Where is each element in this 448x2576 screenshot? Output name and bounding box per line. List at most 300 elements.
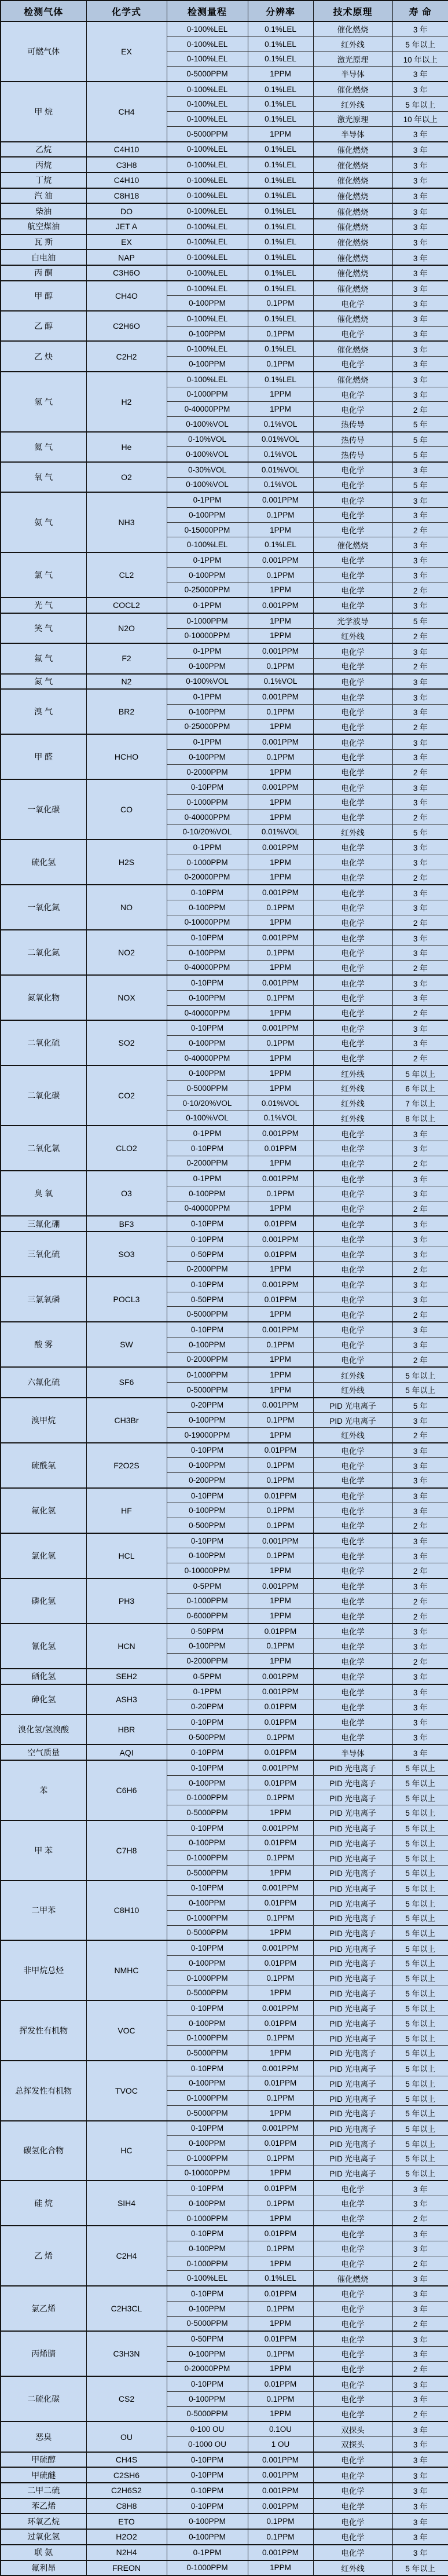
range-cell: 0-100%LEL xyxy=(167,157,248,173)
principle-cell: PID 光电离子 xyxy=(313,1851,392,1866)
lifespan-cell: 5 年 xyxy=(392,432,448,447)
table-row xyxy=(1,2000,448,2016)
range-cell: 0-5000PPM xyxy=(167,2406,248,2421)
range-cell: 0-1PPM xyxy=(167,598,248,613)
table-row xyxy=(1,1277,448,1292)
lifespan-cell: 5 年以上 xyxy=(392,2121,448,2136)
principle-cell: 电化学 xyxy=(313,1608,392,1624)
formula-cell: O2 xyxy=(86,462,167,492)
gas-name-cell: 氮氧化物 xyxy=(1,975,86,1020)
resolution-cell: 1PPM xyxy=(248,1805,313,1820)
table-row xyxy=(1,1624,448,1639)
range-cell: 0-10PPM xyxy=(167,2121,248,2136)
lifespan-cell: 10 年以上 xyxy=(392,112,448,127)
lifespan-cell: 2 年 xyxy=(392,582,448,598)
lifespan-cell: 3 年 xyxy=(392,296,448,311)
header-principle: 技术原理 xyxy=(313,1,392,21)
range-cell: 0-2000PPM xyxy=(167,1262,248,1277)
gas-name-cell: 硒化氢 xyxy=(1,1669,86,1684)
range-cell: 0-2000PPM xyxy=(167,1156,248,1171)
principle-cell: 红外线 xyxy=(313,36,392,52)
lifespan-cell: 5 年以上 xyxy=(392,1910,448,1925)
table-row xyxy=(1,2513,448,2529)
principle-cell: 催化燃烧 xyxy=(313,311,392,326)
lifespan-cell: 3 年 xyxy=(392,508,448,523)
resolution-cell: 0.1%LEL xyxy=(248,21,313,36)
lifespan-cell: 2 年 xyxy=(392,1352,448,1367)
principle-cell: 电化学 xyxy=(313,991,392,1006)
formula-cell: CL2 xyxy=(86,552,167,598)
range-cell: 0-5000PPM xyxy=(167,2105,248,2120)
formula-cell: C7H8 xyxy=(86,1820,167,1881)
resolution-cell: 0.1%VOL xyxy=(248,1111,313,1126)
range-cell: 0-2000PPM xyxy=(167,1352,248,1367)
lifespan-cell: 2 年 xyxy=(392,1654,448,1669)
principle-cell: 电化学 xyxy=(313,945,392,960)
principle-cell: PID 光电离子 xyxy=(313,1805,392,1820)
range-cell: 0-1000PPM xyxy=(167,1790,248,1805)
principle-cell: 电化学 xyxy=(313,522,392,537)
principle-cell: 催化燃烧 xyxy=(313,2271,392,2286)
table-row xyxy=(1,203,448,219)
lifespan-cell: 3 年 xyxy=(392,1171,448,1186)
resolution-cell: 1PPM xyxy=(248,719,313,734)
table-row xyxy=(1,613,448,628)
principle-cell: 电化学 xyxy=(313,2211,392,2226)
lifespan-cell: 3 年 xyxy=(392,975,448,990)
range-cell: 0-1000PPM xyxy=(167,1970,248,1985)
lifespan-cell: 5 年以上 xyxy=(392,1881,448,1896)
range-cell: 0-5000PPM xyxy=(167,2046,248,2061)
range-cell: 0-500PPM xyxy=(167,1729,248,1745)
lifespan-cell: 2 年 xyxy=(392,1593,448,1608)
range-cell: 0-100%LEL xyxy=(167,188,248,204)
table-row xyxy=(1,2452,448,2468)
resolution-cell: 1PPM xyxy=(248,1654,313,1669)
gas-name-cell: 白电油 xyxy=(1,250,86,265)
principle-cell: 电化学 xyxy=(313,975,392,990)
gas-name-cell: 汽 油 xyxy=(1,188,86,204)
lifespan-cell: 2 年 xyxy=(392,522,448,537)
gas-name-cell: 硫酰氟 xyxy=(1,1443,86,1488)
range-cell: 0-40000PPM xyxy=(167,809,248,825)
lifespan-cell: 3 年 xyxy=(392,234,448,250)
lifespan-cell: 3 年 xyxy=(392,1020,448,1035)
table-row xyxy=(1,1216,448,1232)
range-cell: 0-100PPM xyxy=(167,1835,248,1851)
lifespan-cell: 3 年 xyxy=(392,1699,448,1714)
range-cell: 0-100PPM xyxy=(167,1639,248,1654)
table-row xyxy=(1,643,448,658)
formula-cell: C4H10 xyxy=(86,142,167,157)
lifespan-cell: 3 年 xyxy=(392,674,448,690)
principle-cell: 电化学 xyxy=(313,1654,392,1669)
principle-cell: 催化燃烧 xyxy=(313,537,392,552)
header-range: 检测量程 xyxy=(167,1,248,21)
lifespan-cell: 5 年以上 xyxy=(392,1065,448,1080)
principle-cell: 电化学 xyxy=(313,1352,392,1367)
resolution-cell: 0.1%LEL xyxy=(248,82,313,97)
principle-cell: 电化学 xyxy=(313,2256,392,2271)
range-cell: 0-1000PPM xyxy=(167,2150,248,2165)
lifespan-cell: 5 年 xyxy=(392,825,448,840)
resolution-cell: 0.01PPM xyxy=(248,2331,313,2346)
range-cell: 0-10PPM xyxy=(167,2061,248,2076)
range-cell: 0-1000PPM xyxy=(167,2211,248,2226)
range-cell: 0-100%LEL xyxy=(167,52,248,67)
resolution-cell: 0.01PPM xyxy=(248,2016,313,2031)
table-row xyxy=(1,432,448,447)
gas-name-cell: 乙 醇 xyxy=(1,311,86,341)
principle-cell: 电化学 xyxy=(313,2483,392,2498)
principle-cell: 电化学 xyxy=(313,2529,392,2545)
principle-cell: 电化学 xyxy=(313,840,392,855)
resolution-cell: 0.1PPM xyxy=(248,945,313,960)
gas-name-cell: 恶臭 xyxy=(1,2421,86,2452)
formula-cell: VOC xyxy=(86,2000,167,2061)
resolution-cell: 0.01%VOL xyxy=(248,1095,313,1111)
lifespan-cell: 3 年 xyxy=(392,1322,448,1337)
gas-name-cell: 二硫化碳 xyxy=(1,2376,86,2421)
principle-cell: 电化学 xyxy=(313,2331,392,2346)
lifespan-cell: 3 年 xyxy=(392,1745,448,1760)
formula-cell: BR2 xyxy=(86,689,167,734)
resolution-cell: 0.1%LEL xyxy=(248,173,313,188)
principle-cell: 电化学 xyxy=(313,2545,392,2560)
lifespan-cell: 5 年以上 xyxy=(392,1851,448,1866)
resolution-cell: 1PPM xyxy=(248,1065,313,1080)
lifespan-cell: 3 年 xyxy=(392,326,448,341)
principle-cell: 电化学 xyxy=(313,1036,392,1051)
lifespan-cell: 3 年 xyxy=(392,2196,448,2211)
principle-cell: 激光原理 xyxy=(313,52,392,67)
lifespan-cell: 5 年以上 xyxy=(392,1775,448,1790)
table-row xyxy=(1,1760,448,1775)
resolution-cell: 0.01PPM xyxy=(248,1714,313,1729)
principle-cell: 催化燃烧 xyxy=(313,234,392,250)
formula-cell: C8H10 xyxy=(86,1881,167,1941)
range-cell: 0-10PPM xyxy=(167,1745,248,1760)
gas-name-cell: 溴甲烷 xyxy=(1,1398,86,1443)
lifespan-cell: 3 年 xyxy=(392,1216,448,1232)
range-cell: 0-100PPM xyxy=(167,900,248,915)
formula-cell: SF6 xyxy=(86,1367,167,1397)
resolution-cell: 0.001PPM xyxy=(248,1126,313,1141)
formula-cell: OU xyxy=(86,2421,167,2452)
principle-cell: PID 光电离子 xyxy=(313,2136,392,2151)
principle-cell: 红外线 xyxy=(313,2560,392,2576)
lifespan-cell: 5 年以上 xyxy=(392,2136,448,2151)
resolution-cell: 0.1%VOL xyxy=(248,447,313,462)
resolution-cell: 0.001PPM xyxy=(248,885,313,900)
lifespan-cell: 3 年 xyxy=(392,126,448,141)
gas-name-cell: 甲 烷 xyxy=(1,82,86,142)
formula-cell: SIH4 xyxy=(86,2181,167,2226)
lifespan-cell: 3 年 xyxy=(392,704,448,719)
gas-name-cell: 溴 气 xyxy=(1,689,86,734)
principle-cell: PID 光电离子 xyxy=(313,2105,392,2120)
range-cell: 0-19000PPM xyxy=(167,1427,248,1442)
header-lifespan: 寿 命 xyxy=(392,1,448,21)
range-cell: 0-40000PPM xyxy=(167,960,248,975)
range-cell: 0-100PPM xyxy=(167,1503,248,1518)
lifespan-cell: 2 年 xyxy=(392,628,448,643)
principle-cell: 电化学 xyxy=(313,2467,392,2483)
lifespan-cell: 5 年以上 xyxy=(392,2000,448,2016)
gas-name-cell: 硫化氢 xyxy=(1,840,86,885)
lifespan-cell: 5 年以上 xyxy=(392,1956,448,1971)
range-cell: 0-50PPM xyxy=(167,1292,248,1307)
formula-cell: ETO xyxy=(86,2513,167,2529)
table-row xyxy=(1,265,448,281)
range-cell: 0-2000PPM xyxy=(167,1654,248,1669)
principle-cell: PID 光电离子 xyxy=(313,2031,392,2046)
lifespan-cell: 3 年 xyxy=(392,2331,448,2346)
lifespan-cell: 3 年 xyxy=(392,1684,448,1699)
lifespan-cell: 2 年 xyxy=(392,1563,448,1578)
principle-cell: 电化学 xyxy=(313,2346,392,2361)
lifespan-cell: 5 年以上 xyxy=(392,97,448,112)
resolution-cell: 0.001PPM xyxy=(248,1940,313,1955)
lifespan-cell: 2 年 xyxy=(392,915,448,930)
principle-cell: 电化学 xyxy=(313,1593,392,1608)
lifespan-cell: 5 年 xyxy=(392,447,448,462)
principle-cell: 电化学 xyxy=(313,296,392,311)
formula-cell: HBR xyxy=(86,1714,167,1745)
principle-cell: 电化学 xyxy=(313,2286,392,2301)
range-cell: 0-10PPM xyxy=(167,779,248,794)
lifespan-cell: 3 年 xyxy=(392,2529,448,2545)
table-row xyxy=(1,674,448,690)
formula-cell: N2O xyxy=(86,613,167,643)
table-row xyxy=(1,462,448,477)
lifespan-cell: 2 年 xyxy=(392,1608,448,1624)
lifespan-cell: 2 年 xyxy=(392,809,448,825)
resolution-cell: 0.01PPM xyxy=(248,2376,313,2391)
table-row xyxy=(1,885,448,900)
table-row xyxy=(1,2376,448,2391)
principle-cell: PID 光电离子 xyxy=(313,2165,392,2181)
principle-cell: 电化学 xyxy=(313,643,392,658)
resolution-cell: 0.001PPM xyxy=(248,975,313,990)
gas-name-cell: 二甲苯 xyxy=(1,1881,86,1941)
range-cell: 0-10PPM xyxy=(167,1760,248,1775)
range-cell: 0-5000PPM xyxy=(167,1382,248,1397)
range-cell: 0-5000PPM xyxy=(167,1925,248,1940)
resolution-cell: 1PPM xyxy=(248,1156,313,1171)
lifespan-cell: 3 年 xyxy=(392,1729,448,1745)
resolution-cell: 0.1%VOL xyxy=(248,477,313,492)
resolution-cell: 0.01PPM xyxy=(248,1775,313,1790)
principle-cell: 电化学 xyxy=(313,915,392,930)
header-resolution: 分辨率 xyxy=(248,1,313,21)
table-row xyxy=(1,1669,448,1684)
resolution-cell: 0.001PPM xyxy=(248,2121,313,2136)
lifespan-cell: 3 年 xyxy=(392,885,448,900)
principle-cell: 光学波导 xyxy=(313,613,392,628)
principle-cell: 电化学 xyxy=(313,552,392,567)
lifespan-cell: 2 年 xyxy=(392,1262,448,1277)
gas-name-cell: 苯乙烯 xyxy=(1,2498,86,2514)
formula-cell: FREON xyxy=(86,2560,167,2576)
principle-cell: PID 光电离子 xyxy=(313,2000,392,2016)
lifespan-cell: 3 年 xyxy=(392,341,448,356)
principle-cell: 电化学 xyxy=(313,1548,392,1563)
formula-cell: HCHO xyxy=(86,734,167,779)
range-cell: 0-100%LEL xyxy=(167,203,248,219)
lifespan-cell: 3 年 xyxy=(392,1126,448,1141)
gas-name-cell: 氢 气 xyxy=(1,372,86,432)
range-cell: 0-10PPM xyxy=(167,2000,248,2016)
range-cell: 0-1PPM xyxy=(167,1684,248,1699)
table-row xyxy=(1,1065,448,1080)
resolution-cell: 0.1%LEL xyxy=(248,97,313,112)
lifespan-cell: 3 年 xyxy=(392,1669,448,1684)
lifespan-cell: 3 年 xyxy=(392,991,448,1006)
formula-cell: N2 xyxy=(86,674,167,690)
resolution-cell: 0.001PPM xyxy=(248,1322,313,1337)
resolution-cell: 0.01PPM xyxy=(248,1216,313,1232)
principle-cell: PID 光电离子 xyxy=(313,1896,392,1911)
lifespan-cell: 3 年 xyxy=(392,2271,448,2286)
formula-cell: SEH2 xyxy=(86,1669,167,1684)
range-cell: 0-100%LEL xyxy=(167,2271,248,2286)
lifespan-cell: 3 年 xyxy=(392,67,448,82)
resolution-cell: 0.1PPM xyxy=(248,1413,313,1428)
lifespan-cell: 3 年 xyxy=(392,311,448,326)
range-cell: 0-50PPM xyxy=(167,2331,248,2346)
range-cell: 0-10000PPM xyxy=(167,2165,248,2181)
gas-name-cell: 甲硫醚 xyxy=(1,2467,86,2483)
resolution-cell: 1PPM xyxy=(248,1307,313,1322)
resolution-cell: 0.01PPM xyxy=(248,1292,313,1307)
gas-name-cell: 乙烷 xyxy=(1,142,86,157)
range-cell: 0-5000PPM xyxy=(167,2316,248,2331)
range-cell: 0-100 OU xyxy=(167,2421,248,2436)
resolution-cell: 1PPM xyxy=(248,522,313,537)
gas-name-cell: 可燃气体 xyxy=(1,21,86,82)
gas-name-cell: 氮 气 xyxy=(1,674,86,690)
range-cell: 0-10PPM xyxy=(167,2181,248,2196)
resolution-cell: 1PPM xyxy=(248,1382,313,1397)
gas-name-cell: 非甲烷总烃 xyxy=(1,1940,86,2000)
table-row xyxy=(1,1745,448,1760)
gas-name-cell: 酸 雾 xyxy=(1,1322,86,1367)
principle-cell: 催化燃烧 xyxy=(313,341,392,356)
gas-name-cell: 甲硫醇 xyxy=(1,2452,86,2468)
gas-name-cell: 空气质量 xyxy=(1,1745,86,1760)
principle-cell: 电化学 xyxy=(313,1533,392,1548)
principle-cell: 电化学 xyxy=(313,2513,392,2529)
range-cell: 0-100PPM xyxy=(167,1548,248,1563)
range-cell: 0-100%LEL xyxy=(167,281,248,296)
principle-cell: 电化学 xyxy=(313,960,392,975)
resolution-cell: 0.1PPM xyxy=(248,704,313,719)
gas-name-cell: 一氧化氮 xyxy=(1,885,86,930)
range-cell: 0-100PPM xyxy=(167,945,248,960)
principle-cell: 催化燃烧 xyxy=(313,281,392,296)
formula-cell: C3H6O xyxy=(86,265,167,281)
principle-cell: PID 光电离子 xyxy=(313,2091,392,2106)
table-row xyxy=(1,1881,448,1896)
principle-cell: 催化燃烧 xyxy=(313,173,392,188)
range-cell: 0-5000PPM xyxy=(167,1805,248,1820)
formula-cell: NH3 xyxy=(86,492,167,552)
formula-cell: AQI xyxy=(86,1745,167,1760)
resolution-cell: 0.1PPM xyxy=(248,357,313,372)
table-row xyxy=(1,1684,448,1699)
principle-cell: 电化学 xyxy=(313,1669,392,1684)
principle-cell: 电化学 xyxy=(313,1186,392,1201)
range-cell: 0-10PPM xyxy=(167,2483,248,2498)
range-cell: 0-100PPM xyxy=(167,2301,248,2316)
table-row xyxy=(1,1820,448,1835)
formula-cell: CH4 xyxy=(86,82,167,142)
range-cell: 0-15000PPM xyxy=(167,522,248,537)
principle-cell: 电化学 xyxy=(313,2406,392,2421)
gas-name-cell: 联 氨 xyxy=(1,2545,86,2560)
resolution-cell: 1PPM xyxy=(248,1563,313,1578)
principle-cell: 电化学 xyxy=(313,764,392,779)
lifespan-cell: 3 年 xyxy=(392,750,448,765)
resolution-cell: 0.1PPM xyxy=(248,2346,313,2361)
resolution-cell: 1PPM xyxy=(248,870,313,885)
lifespan-cell: 3 年 xyxy=(392,1458,448,1473)
formula-cell: NMHC xyxy=(86,1940,167,2000)
lifespan-cell: 3 年 xyxy=(392,552,448,567)
lifespan-cell: 5 年 xyxy=(392,613,448,628)
table-row xyxy=(1,1020,448,1035)
formula-cell: SO2 xyxy=(86,1020,167,1065)
range-cell: 0-100PPM xyxy=(167,2513,248,2529)
lifespan-cell: 2 年 xyxy=(392,1201,448,1216)
lifespan-cell: 3 年 xyxy=(392,1232,448,1247)
resolution-cell: 0.1%LEL xyxy=(248,311,313,326)
resolution-cell: 0.001PPM xyxy=(248,598,313,613)
resolution-cell: 0.001PPM xyxy=(248,840,313,855)
resolution-cell: 1PPM xyxy=(248,1865,313,1880)
resolution-cell: 0.001PPM xyxy=(248,643,313,658)
table-row xyxy=(1,1126,448,1141)
range-cell: 0-100PPM xyxy=(167,2076,248,2091)
table-row xyxy=(1,281,448,296)
resolution-cell: 1PPM xyxy=(248,1050,313,1065)
principle-cell: 电化学 xyxy=(313,734,392,749)
table-row xyxy=(1,2061,448,2076)
resolution-cell: 1PPM xyxy=(248,795,313,810)
resolution-cell: 1PPM xyxy=(248,582,313,598)
lifespan-cell: 2 年 xyxy=(392,1050,448,1065)
resolution-cell: 1PPM xyxy=(248,855,313,870)
lifespan-cell: 5 年以上 xyxy=(392,1896,448,1911)
lifespan-cell: 3 年 xyxy=(392,1473,448,1488)
lifespan-cell: 3 年 xyxy=(392,2181,448,2196)
formula-cell: HCL xyxy=(86,1533,167,1578)
range-cell: 0-10PPM xyxy=(167,1322,248,1337)
lifespan-cell: 10 年以上 xyxy=(392,52,448,67)
resolution-cell: 1PPM xyxy=(248,1608,313,1624)
table-row xyxy=(1,2483,448,2498)
resolution-cell: 0.001PPM xyxy=(248,1020,313,1035)
formula-cell: F2O2S xyxy=(86,1443,167,1488)
lifespan-cell: 3 年 xyxy=(392,1337,448,1352)
formula-cell: CLO2 xyxy=(86,1126,167,1171)
range-cell: 0-100%LEL xyxy=(167,219,248,234)
lifespan-cell: 3 年 xyxy=(392,795,448,810)
gas-name-cell: 三氧化硫 xyxy=(1,1232,86,1277)
resolution-cell: 0.1PPM xyxy=(248,1639,313,1654)
lifespan-cell: 3 年 xyxy=(392,1247,448,1262)
